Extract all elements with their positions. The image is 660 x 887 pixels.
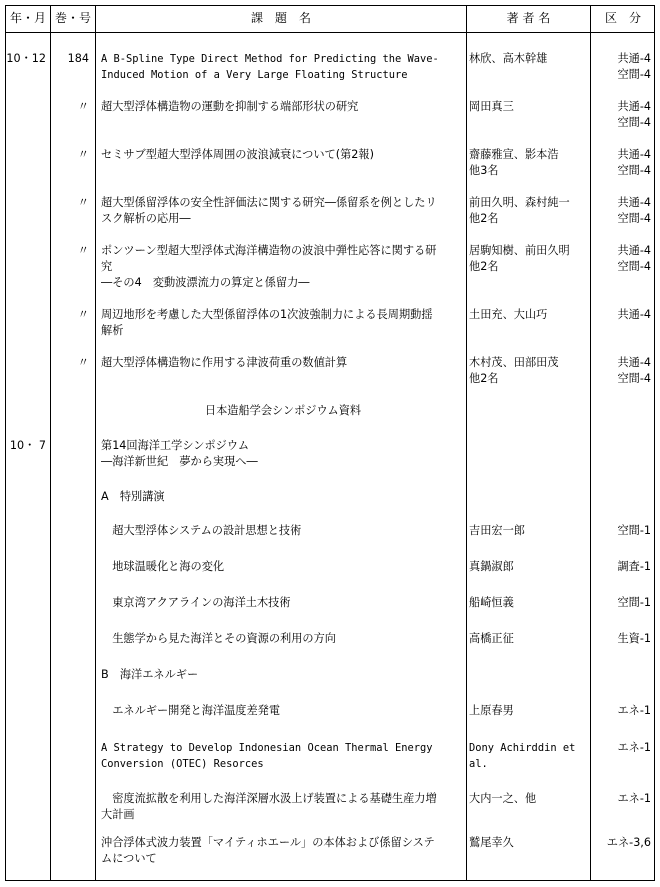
row-category-line: 空間-4 — [617, 116, 651, 129]
row-authors: 居駒知樹、前田久明 — [469, 244, 570, 257]
row-title-line: 究 — [101, 260, 113, 273]
row-title: 生態学から見た海洋とその資源の利用の方向 — [101, 632, 336, 645]
row-volume: 〃 — [77, 244, 89, 257]
row-authors-line: 他2名 — [469, 260, 499, 273]
row-category: 共通-4 — [617, 356, 651, 369]
row-category: 共通-4 — [617, 52, 651, 65]
row-title: セミサブ型超大型浮体周囲の波浪減衰について(第2報) — [101, 148, 374, 161]
row-authors: 土田充、大山巧 — [469, 308, 548, 321]
column-divider — [95, 6, 96, 880]
row-title: A 特別講演 — [101, 490, 165, 503]
row-authors: 林欣、高木幹雄 — [469, 52, 548, 65]
row-title-line: Conversion (OTEC) Resorces — [101, 758, 264, 770]
column-divider — [466, 6, 467, 880]
row-title-line: ―その4 変動波漂流力の算定と係留力― — [101, 276, 310, 289]
row-title: 密度流拡散を利用した海洋深層水汲上げ装置による基礎生産力増 — [101, 792, 437, 805]
row-category: 共通-4 — [617, 148, 651, 161]
row-title: A B-Spline Type Direct Method for Predicting the Wave- — [101, 53, 439, 65]
row-date: 10・12 — [6, 52, 46, 65]
row-title: ポンツーン型超大型浮体式海洋構造物の波浪中弾性応答に関する研 — [101, 244, 437, 257]
row-authors: 鷲尾幸久 — [469, 836, 514, 849]
row-category: 生資-1 — [617, 632, 651, 645]
row-title: 超大型浮体構造物の運動を抑制する端部形状の研究 — [101, 100, 359, 113]
row-category: 共通-4 — [617, 196, 651, 209]
row-authors-line: al. — [469, 758, 488, 770]
row-category: 空間-1 — [617, 596, 651, 609]
row-title: 超大型浮体構造物に作用する津波荷重の数値計算 — [101, 356, 348, 369]
row-authors: Dony Achirddin et — [469, 742, 576, 754]
row-authors-line: 他2名 — [469, 212, 499, 225]
row-title: 周辺地形を考慮した大型係留浮体の1次波強制力による長周期動揺 — [101, 308, 433, 321]
header-category: 区 分 — [604, 11, 641, 25]
row-title-line: Induced Motion of a Very Large Floating Structure — [101, 69, 408, 81]
row-title: 超大型浮体システムの設計思想と技術 — [101, 524, 302, 537]
row-authors: 齋藤雅宣、影本浩 — [469, 148, 559, 161]
row-category-line: 空間-4 — [617, 68, 651, 81]
row-category-line: 空間-4 — [617, 260, 651, 273]
row-authors-line: 他2名 — [469, 372, 499, 385]
header-volume: 巻・号 — [54, 11, 91, 25]
publication-table — [5, 5, 655, 881]
row-volume: 〃 — [77, 308, 89, 321]
row-title-line: 解析 — [101, 324, 124, 337]
row-category: エネ-1 — [617, 792, 651, 805]
row-authors: 岡田真三 — [469, 100, 514, 113]
row-title: 東京湾アクアラインの海洋土木技術 — [101, 596, 291, 609]
header-divider — [6, 32, 654, 33]
row-title: エネルギー開発と海洋温度差発電 — [101, 704, 281, 717]
header-date: 年・月 — [9, 11, 46, 25]
row-title-line: ムについて — [101, 852, 157, 865]
row-category: 共通-4 — [617, 100, 651, 113]
row-authors: 高橋正征 — [469, 632, 514, 645]
row-title: 第14回海洋工学シンポジウム — [101, 439, 250, 452]
row-volume: 184 — [67, 52, 89, 65]
row-authors: 上原春男 — [469, 704, 514, 717]
row-title-line: スク解析の応用― — [101, 212, 191, 225]
row-category: 調査-1 — [617, 560, 651, 573]
row-title: B 海洋エネルギー — [101, 668, 199, 681]
row-volume: 〃 — [77, 196, 89, 209]
row-category: 共通-4 — [617, 244, 651, 257]
row-title-line: 大計画 — [101, 808, 135, 821]
row-volume: 〃 — [77, 356, 89, 369]
row-authors: 真鍋淑郎 — [469, 560, 514, 573]
row-date: 10・ 7 — [9, 439, 46, 452]
row-volume: 〃 — [77, 100, 89, 113]
row-authors: 船崎恒義 — [469, 596, 514, 609]
row-title: 沖合浮体式波力装置「マイティホエール」の本体および係留システ — [101, 836, 435, 849]
row-authors: 大内一之、他 — [469, 792, 537, 805]
header-title: 課 題 名 — [250, 11, 311, 25]
row-authors-line: 他3名 — [469, 164, 499, 177]
row-category-line: 空間-4 — [617, 164, 651, 177]
row-authors: 吉田宏一郎 — [469, 524, 525, 537]
row-category: エネ-1 — [617, 704, 651, 717]
row-title-line: ―海洋新世紀 夢から実現へ― — [101, 455, 258, 468]
column-divider — [50, 6, 51, 880]
row-category-line: 空間-4 — [617, 212, 651, 225]
row-category: エネ-1 — [617, 741, 651, 754]
row-title: 超大型係留浮体の安全性評価法に関する研究―係留系を例としたリ — [101, 196, 437, 209]
row-category: 空間-1 — [617, 524, 651, 537]
row-category: エネ-3,6 — [606, 836, 651, 849]
row-category-line: 空間-4 — [617, 372, 651, 385]
row-authors: 木村茂、田部田茂 — [469, 356, 559, 369]
header-author: 著 者 名 — [506, 11, 551, 25]
row-authors: 前田久明、森村純一 — [469, 196, 570, 209]
row-title: A Strategy to Develop Indonesian Ocean Thermal Energy — [101, 742, 433, 754]
row-category: 共通-4 — [617, 308, 651, 321]
row-title: 地球温暖化と海の変化 — [101, 560, 225, 573]
row-volume: 〃 — [77, 148, 89, 161]
section-heading: 日本造船学会シンポジウム資料 — [204, 404, 362, 417]
